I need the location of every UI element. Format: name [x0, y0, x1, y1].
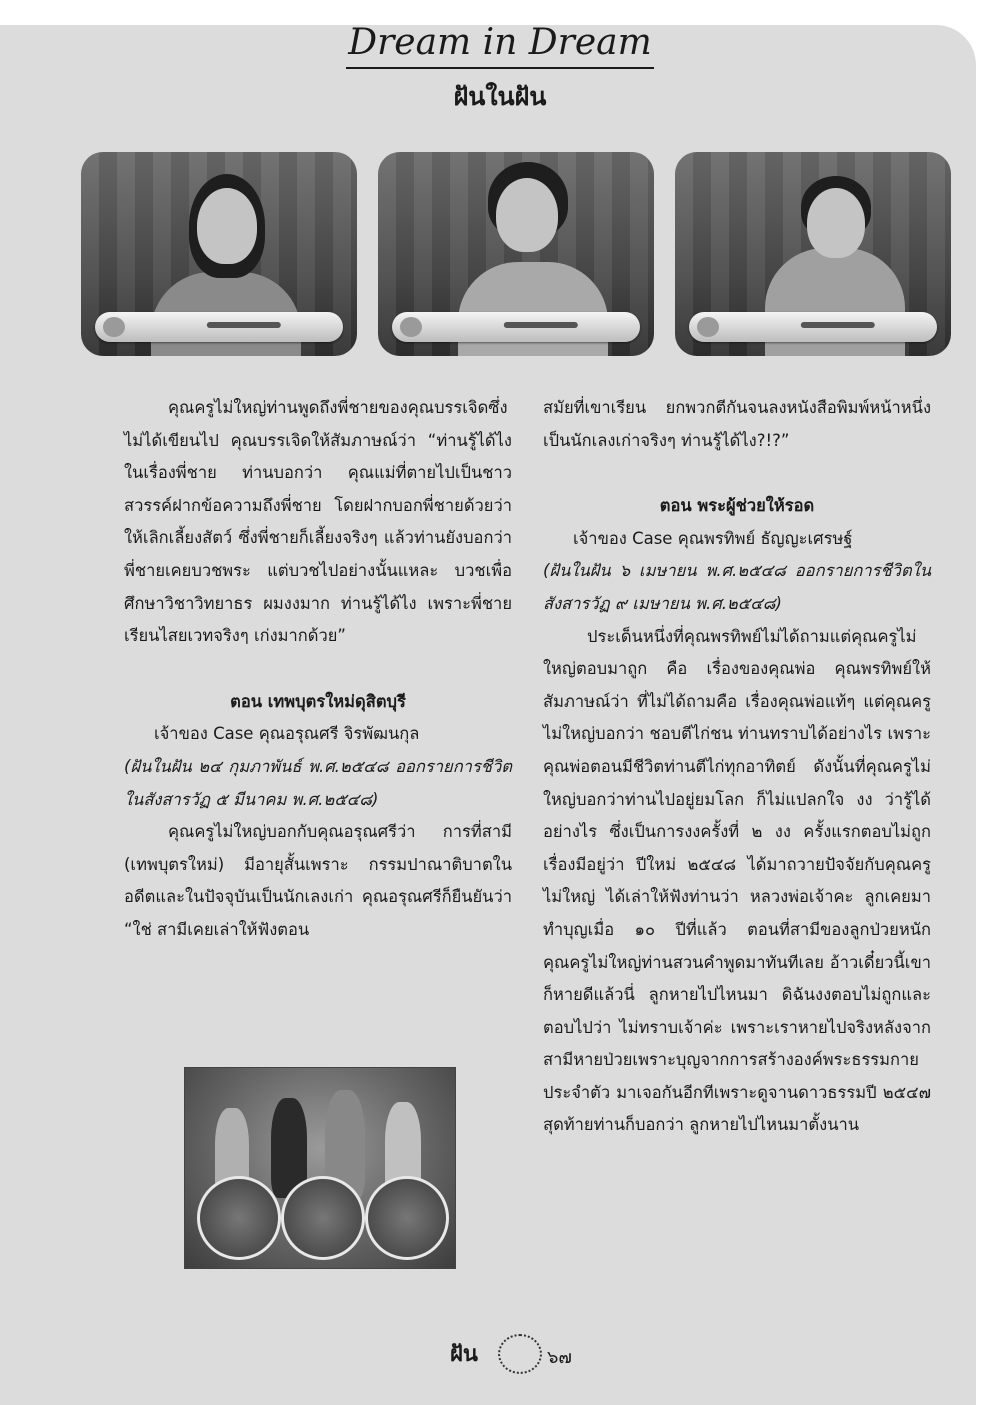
paragraph: ประเด็นหนึ่งที่คุณพรทิพย์ไม่ได้ถามแต่คุณครูไม่ใหญ่ตอบมาถูก คือ เรื่องของคุณพ่อ คุณพรทิพย์ให้สัมภาษณ์ว่า ที่ไม่ได้ถามคือ เรื่องคุณพ่อแท้ๆ แต่คุณครูไม่ใหญ่บอกว่า ชอบตีไก่ชน ท่านทราบได้อย่างไร เพราะคุณพ่อตอนมีชีวิตท่านตีไก่ทุกอาทิตย์ ดังนั้นที่คุณครูไม่ใหญ่บอกว่าท่านไปอยู่ยมโลก ก็ไม่แปลกใจ งง ว่ารู้ได้อย่างไร ซึ่งเป็นการงงครั้งที่ ๒ งง ครั้งแรกตอบไม่ถูกเรื่องมีอยู่ว่า ปีใหม่ ๒๕๔๘ ได้มาถวายปัจจัยกับคุณครูไม่ใหญ่ ได้เล่าให้ฟังท่านว่า หลวงพ่อเจ้าคะ ลูกเคยมาทำบุญเมื่อ ๑๐ ปีที่แล้ว ตอนที่สามีของลูกป่วยหนัก คุณครูไม่ใหญ่ท่านสวนคำพูดมาทันทีเลย อ้าวเดี๋ยวนี้เขาก็หายดีแล้วนี่ ลูกหายไปไหนมา ดิฉันงงตอบไม่ถูกและตอบไปว่า ไม่ทราบเจ้าค่ะ เพราะเราหายไปจริงหลังจากสามีหายป่วยเพราะบุญจากการสร้างองค์พระธรรมกายประจำตัว มาเจอกันอีกทีเพราะดูจานดาวธรรมปี ๒๕๔๗ สุดท้ายท่านก็บอกว่า ลูกหายไปไหนมาตั้งนาน: [543, 626, 931, 1135]
paragraph: สมัยที่เขาเรียน ยกพวกตีกันจนลงหนังสือพิมพ์หน้าหนึ่ง เป็นนักเลงเก่าจริงๆ ท่านรู้ได้ไง?!?”: [543, 398, 931, 450]
page-title-thai: ฝันในฝัน: [453, 82, 547, 111]
interview-photo-1: [81, 152, 357, 356]
case-owner: เจ้าของ Case คุณพรทิพย์ ธัญญะเศรษฐ์: [573, 528, 853, 548]
section-heading: ตอน พระผู้ช่วยให้รอด: [659, 496, 815, 516]
case-owner: เจ้าของ Case คุณอรุณศรี จิรพัฒนกุล: [154, 724, 420, 744]
logo-circle-icon: [498, 1334, 542, 1374]
title-block: [300, 22, 700, 117]
left-column: [124, 392, 512, 947]
section-heading: ตอน เทพบุตรใหม่ดุสิตบุรี: [230, 691, 406, 711]
case-date: (ฝันในฝัน ๖ เมษายน พ.ศ.๒๕๔๘ ออกรายการชีวิตในสังสารวัฏ ๙ เมษายน พ.ศ.๒๕๔๘): [543, 561, 931, 613]
page-number: ๖๗: [547, 1347, 572, 1368]
page-footer: [450, 1334, 610, 1374]
tv-program-photo: [184, 1067, 456, 1269]
photo-nameplate: [95, 312, 343, 342]
interview-photo-2: [378, 152, 654, 356]
magazine-logo: ฝัน: [450, 1341, 478, 1367]
page-title-english: Dream in Dream: [346, 22, 654, 69]
right-column: [543, 392, 931, 1142]
interview-photo-3: [675, 152, 951, 356]
paragraph: คุณครูไม่ใหญ่ท่านพูดถึงพี่ชายของคุณบรรเจิดซึ่งไม่ได้เขียนไป คุณบรรเจิดให้สัมภาษณ์ว่า “ท่านรู้ได้ไง ในเรื่องพี่ชาย ท่านบอกว่า คุณแม่ที่ตายไปเป็นชาวสวรรค์ฝากข้อความถึงพี่ชาย โดยฝากบอกพี่ชายด้วยว่าให้เลิกเลี้ยงสัตว์ ซึ่งพี่ชายก็เลี้ยงจริงๆ แล้วท่านยังบอกว่า พี่ชายเคยบวชพระ แต่บวชไปอย่างนั้นแหละ บวชเพื่อศึกษาวิชาวิทยาธร ผมงงมาก ท่านรู้ได้ไง เพราะพี่ชายเรียนไสยเวทจริงๆ เก่งมากด้วย”: [124, 398, 512, 646]
photo-nameplate: [392, 312, 640, 342]
case-date: (ฝันในฝัน ๒๔ กุมภาพันธ์ พ.ศ.๒๕๔๘ ออกรายการชีวิตในสังสารวัฏ ๕ มีนาคม พ.ศ.๒๕๔๘): [124, 756, 512, 809]
photo-nameplate: [689, 312, 937, 342]
paragraph: คุณครูไม่ใหญ่บอกกับคุณอรุณศรีว่า การที่สามี (เทพบุตรใหม่) มีอายุสั้นเพราะ กรรมปาณาติบาตในอดีตและในปัจจุบันเป็นนักเลงเก่า คุณอรุณศรีก็ยืนยันว่า “ใช่ สามีเคยเล่าให้ฟังตอน: [124, 822, 512, 939]
